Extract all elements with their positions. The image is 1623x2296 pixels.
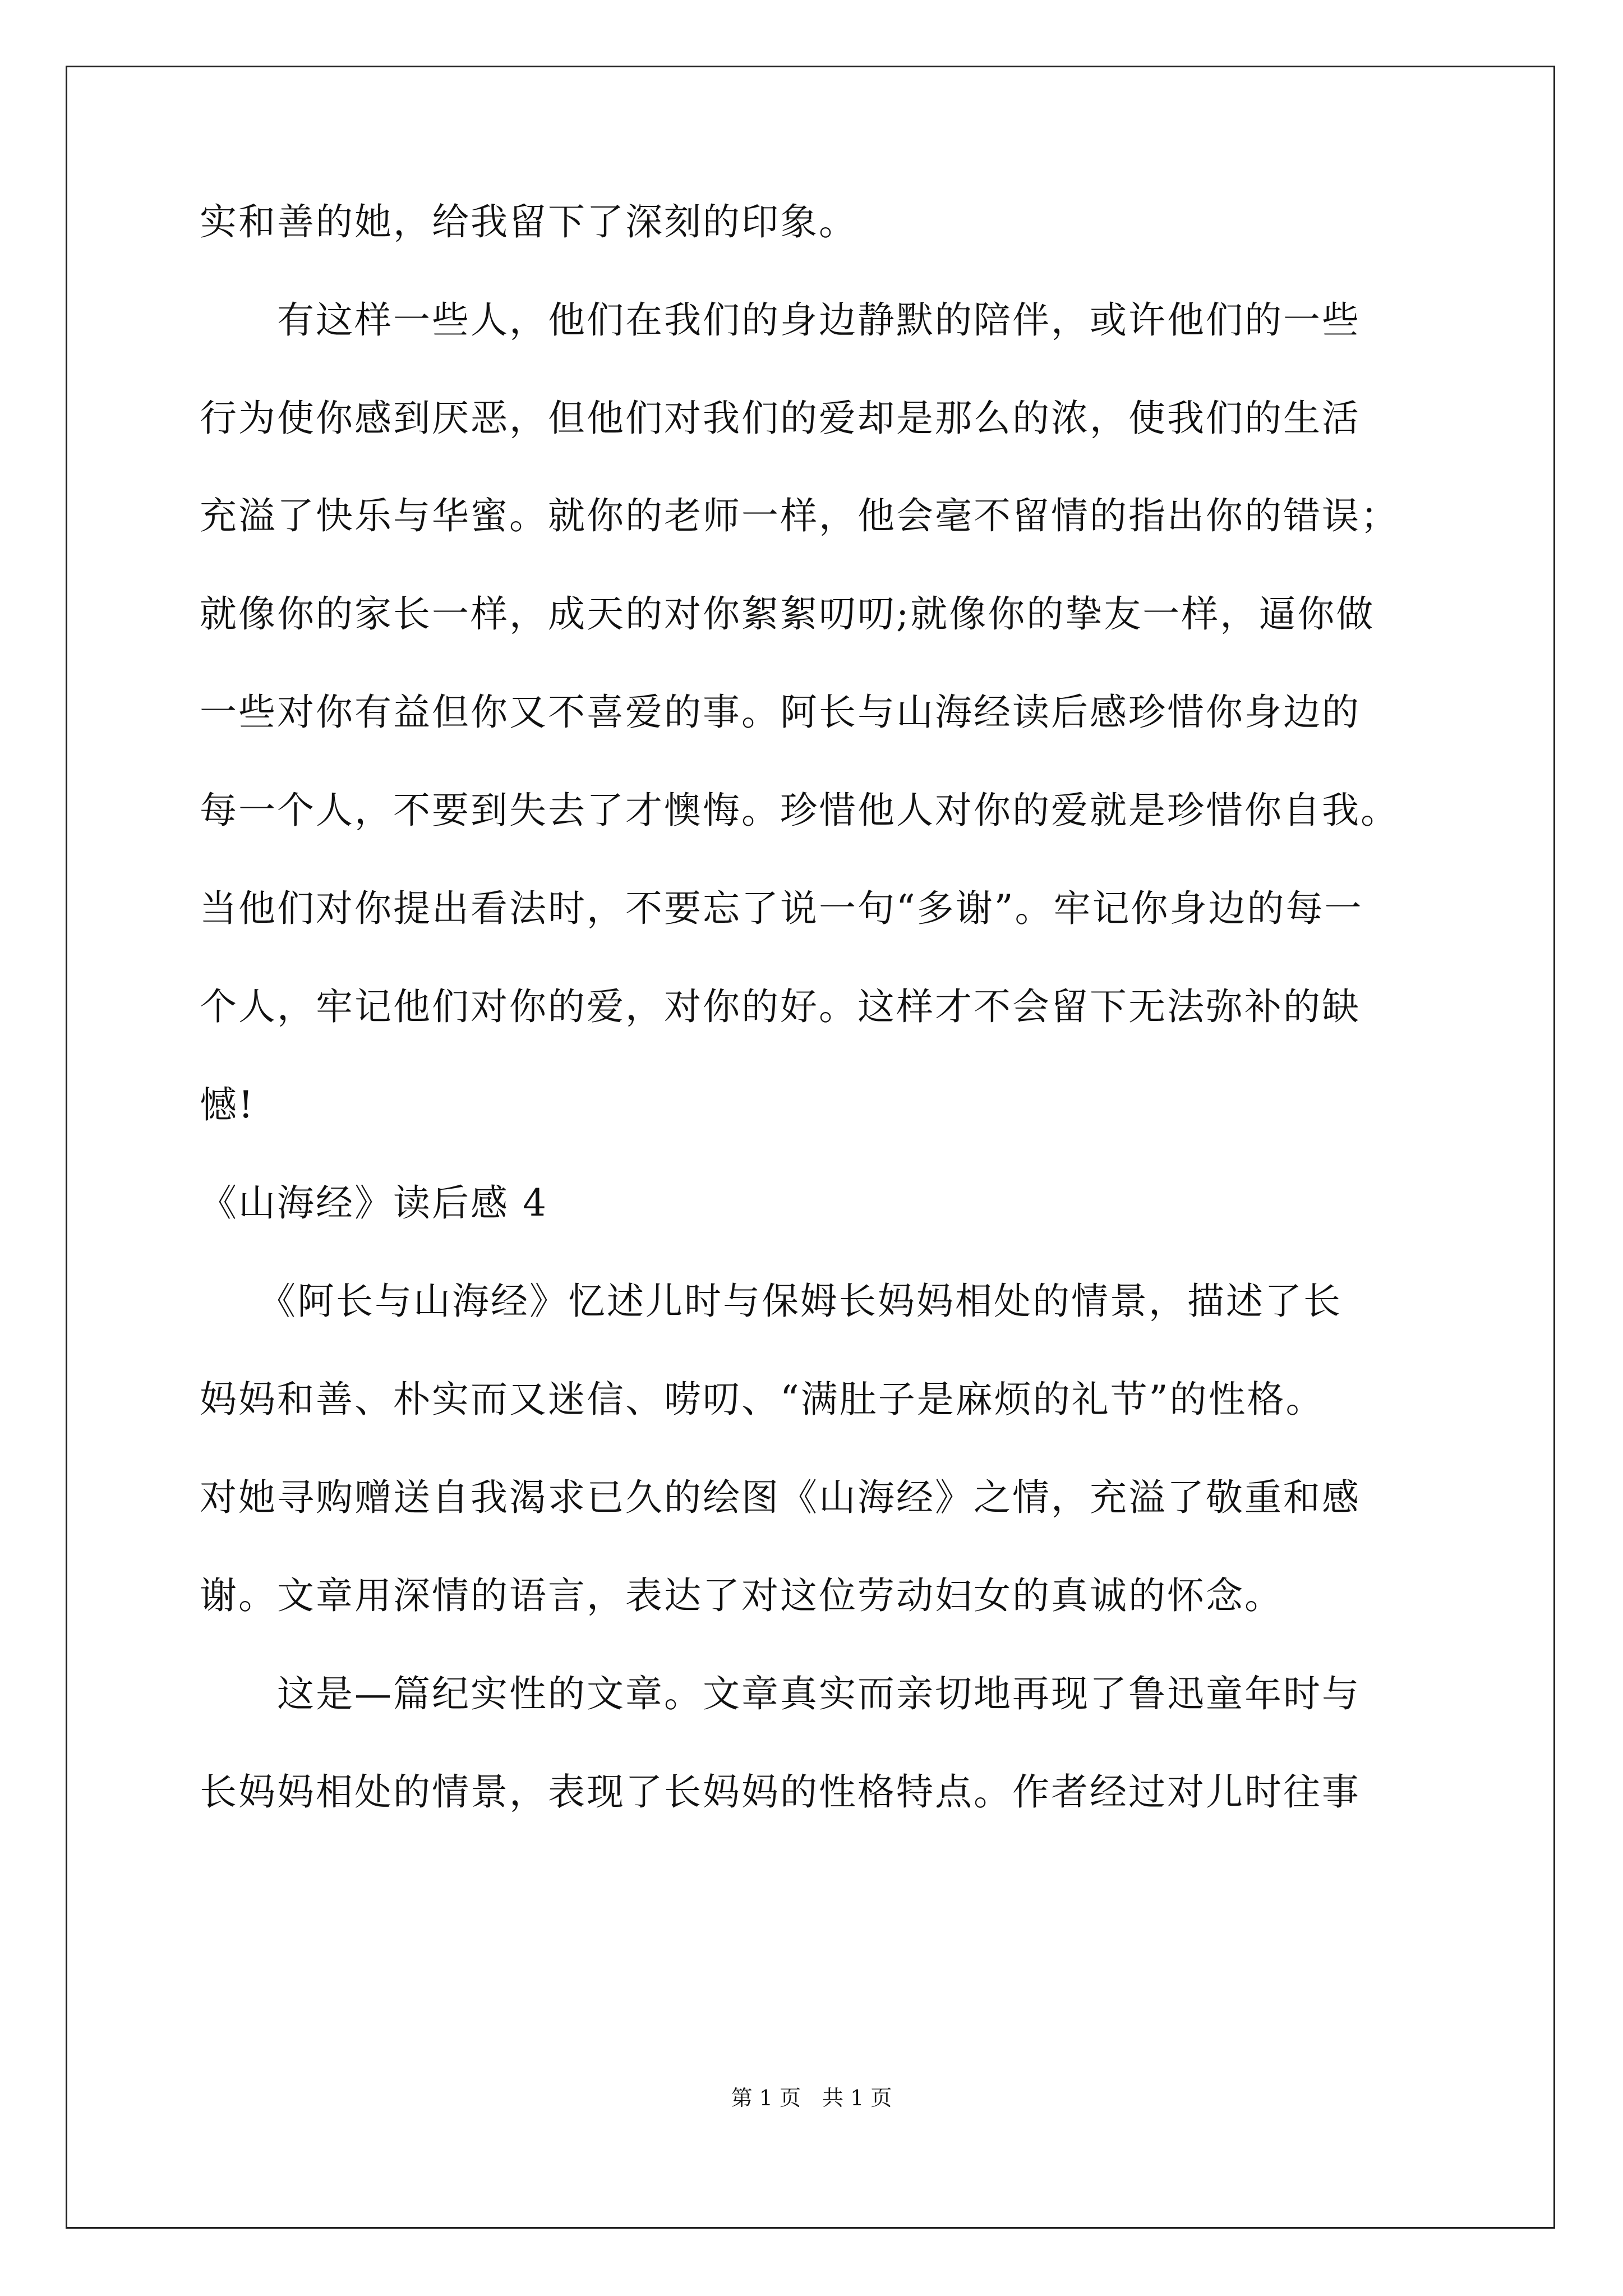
- text-line: 对她寻购赠送自我渴求已久的绘图《山海经》之情，充溢了敬重和感: [200, 1476, 1361, 1519]
- text-line: 行为使你感到厌恶，但他们对我们的爱却是那么的浓，使我们的生活: [200, 397, 1361, 440]
- text-line: 谢。文章用深情的语言，表达了对这位劳动妇女的真诚的怀念。: [200, 1574, 1283, 1617]
- text-line: 有这样一些人，他们在我们的身边静默的陪伴，或许他们的一些: [200, 298, 1361, 342]
- page-footer: 第 1 页 共 1 页: [731, 2086, 892, 2110]
- text-line: 《阿长与山海经》忆述儿时与保姆长妈妈相处的情景，描述了长: [200, 1280, 1342, 1323]
- text-line: 妈妈和善、朴实而又迷信、唠叨、“满肚子是麻烦的礼节”的性格。: [200, 1378, 1325, 1421]
- text-line: 就像你的家长一样，成天的对你絮絮叨叨;就像你的挚友一样，逼你做: [200, 592, 1375, 636]
- text-line: 憾!: [200, 1083, 255, 1126]
- text-line: 个人，牢记他们对你的爱，对你的好。这样才不会留下无法弥补的缺: [200, 985, 1361, 1028]
- text-line: 实和善的她，给我留下了深刻的印象。: [200, 200, 857, 243]
- page-frame: [66, 66, 1555, 2229]
- text-line: 每一个人，不要到失去了才懊悔。珍惜他人对你的爱就是珍惜你自我。: [200, 789, 1399, 832]
- section-heading: 《山海经》读后感 4: [200, 1181, 548, 1225]
- text-line: 这是—篇纪实性的文章。文章真实而亲切地再现了鲁迅童年时与: [200, 1672, 1361, 1715]
- text-line: 长妈妈相处的情景，表现了长妈妈的性格特点。作者经过对儿时往事: [200, 1770, 1361, 1814]
- text-line: 一些对你有益但你又不喜爱的事。阿长与山海经读后感珍惜你身边的: [200, 691, 1361, 734]
- text-line: 充溢了快乐与华蜜。就你的老师一样，他会毫不留情的指出你的错误；: [200, 494, 1399, 537]
- text-line: 当他们对你提出看法时，不要忘了说一句“多谢”。牢记你身边的每一: [200, 887, 1363, 930]
